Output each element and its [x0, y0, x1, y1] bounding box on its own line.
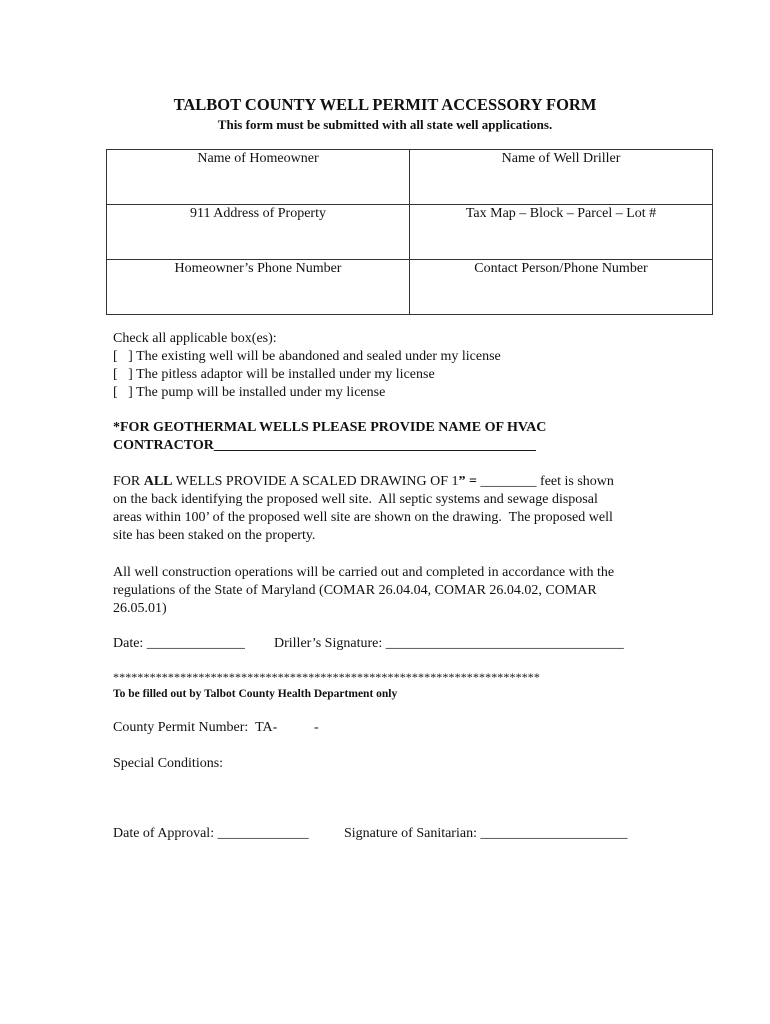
- well-driller-name-field[interactable]: Name of Well Driller: [410, 150, 713, 205]
- regulation-text: All well construction operations will be carried out and completed in accordance with the: [113, 565, 615, 580]
- form-subtitle: This form must be submitted with all state well applications.: [217, 117, 553, 132]
- date-field[interactable]: Date: ______________: [113, 636, 245, 651]
- drawing-instruction-line: on the back identifying the proposed well site. All septic systems and sewage disposal: [113, 492, 598, 507]
- approval-date-field[interactable]: Date of Approval: _____________: [113, 826, 309, 841]
- table-row: [107, 205, 713, 260]
- form-title: TALBOT COUNTY WELL PERMIT ACCESSORY FORM: [173, 95, 597, 114]
- health-dept-note: To be filled out by Talbot County Health Department only: [113, 688, 398, 700]
- drawing-instruction-line: areas within 100’ of the proposed well site are shown on the drawing. The proposed well: [113, 510, 613, 525]
- tax-map-field[interactable]: Tax Map – Block – Parcel – Lot #: [410, 205, 713, 260]
- checkbox-heading: Check all applicable box(es):: [113, 331, 277, 346]
- sanitarian-signature-field[interactable]: Signature of Sanitarian: _____________________: [344, 826, 628, 841]
- drawing-text-bold: ALL: [143, 474, 173, 489]
- regulation-text: regulations of the State of Maryland (COMAR 26.04.04, COMAR 26.04.02, COMAR: [113, 583, 597, 598]
- driller-signature-field[interactable]: Driller’s Signature: __________________________________: [274, 636, 624, 651]
- homeowner-name-field[interactable]: Name of Homeowner: [107, 150, 410, 205]
- drawing-instruction: [113, 473, 614, 491]
- drawing-scale-field[interactable]: ________ feet is shown: [477, 474, 614, 489]
- county-permit-number-field[interactable]: County Permit Number: TA-: [113, 720, 278, 735]
- geothermal-note: *FOR GEOTHERMAL WELLS PLEASE PROVIDE NAME OF HVAC: [113, 420, 547, 435]
- property-address-field[interactable]: 911 Address of Property: [107, 205, 410, 260]
- homeowner-phone-field[interactable]: Homeowner’s Phone Number: [107, 260, 410, 315]
- hvac-contractor-field[interactable]: CONTRACTOR______________________________________________: [113, 438, 536, 453]
- applicant-info-table: [106, 149, 713, 315]
- permit-number-dash: -: [314, 720, 319, 735]
- table-row: [107, 260, 713, 315]
- checkbox-pitless-adaptor[interactable]: [ ] The pitless adaptor will be installed under my license: [113, 367, 435, 382]
- drawing-text: WELLS PROVIDE A SCALED DRAWING OF 1: [172, 474, 459, 489]
- table-row: [107, 150, 713, 205]
- drawing-text-bold: ” =: [458, 474, 478, 489]
- special-conditions-label: Special Conditions:: [113, 756, 224, 771]
- contact-person-field[interactable]: Contact Person/Phone Number: [410, 260, 713, 315]
- drawing-instruction-line: site has been staked on the property.: [113, 528, 316, 543]
- section-separator: **********************************************************************: [113, 670, 540, 684]
- checkbox-abandon-well[interactable]: [ ] The existing well will be abandoned and sealed under my license: [113, 349, 501, 364]
- drawing-text: FOR: [113, 474, 144, 489]
- checkbox-pump[interactable]: [ ] The pump will be installed under my license: [113, 385, 386, 400]
- regulation-text: 26.05.01): [113, 601, 167, 616]
